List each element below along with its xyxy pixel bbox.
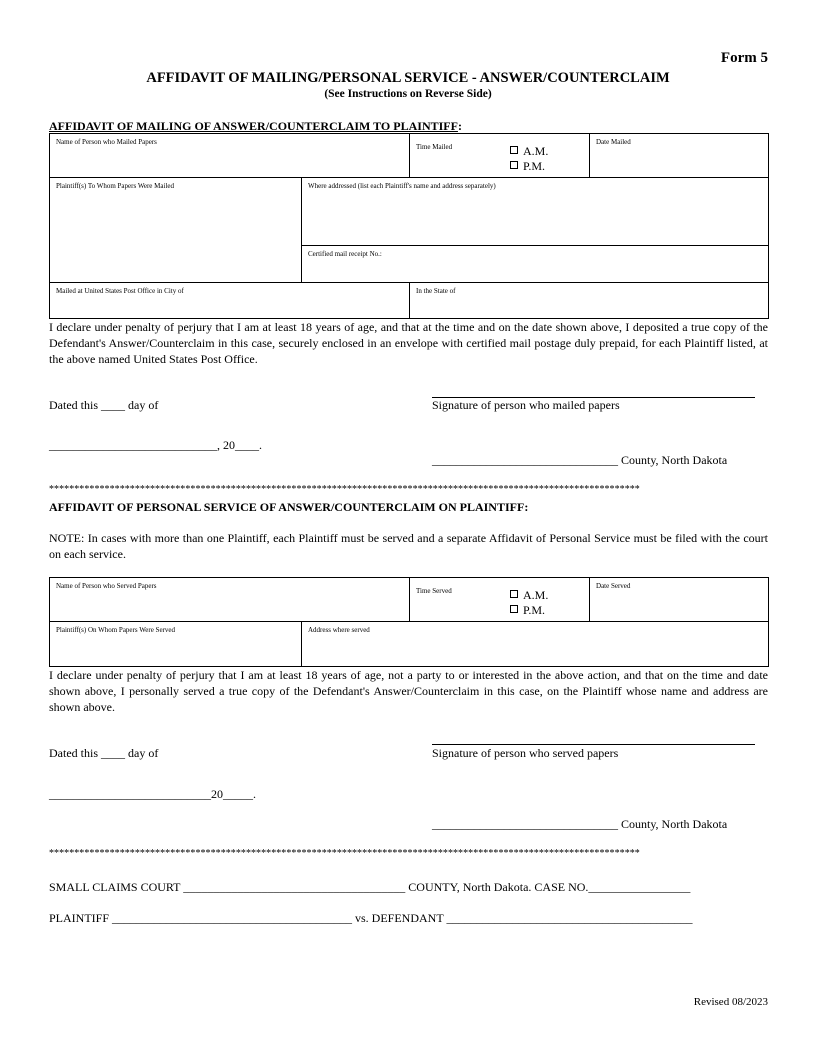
date-mailed-field[interactable]: Date Mailed bbox=[590, 134, 769, 178]
where-addressed-field[interactable]: Where addressed (list each Plaintiff's name and address separately) bbox=[302, 178, 769, 246]
mailing-heading: AFFIDAVIT OF MAILING OF ANSWER/COUNTERCLAIM TO PLAINTIFF: bbox=[49, 119, 462, 133]
plaintiffs-served-field[interactable]: Plaintiff(s) On Whom Papers Were Served bbox=[50, 622, 302, 667]
served-pm-checkbox[interactable]: P.M. bbox=[510, 603, 548, 618]
parties-line[interactable]: PLAINTIFF ________________________________________ vs. DEFENDANT _________________________________________ bbox=[49, 911, 693, 925]
time-mailed-field[interactable]: Time Mailed A.M. P.M. bbox=[410, 134, 590, 178]
certified-receipt-field[interactable]: Certified mail receipt No.: bbox=[302, 246, 769, 283]
personal-table bbox=[49, 577, 769, 667]
mailing-table bbox=[49, 133, 769, 319]
server-signature-label: Signature of person who served papers bbox=[432, 746, 619, 760]
form-title: AFFIDAVIT OF MAILING/PERSONAL SERVICE - ANSWER/COUNTERCLAIM bbox=[146, 70, 670, 86]
address-served-field[interactable]: Address where served bbox=[302, 622, 769, 667]
court-case-line[interactable]: SMALL CLAIMS COURT _____________________________________ COUNTY, North Dakota. CASE NO._________________ bbox=[49, 880, 691, 894]
served-am-checkbox[interactable]: A.M. bbox=[510, 588, 548, 603]
personal-note: NOTE: In cases with more than one Plaintiff, each Plaintiff must be served and a separate Affidavit of Personal Service must be filed with the court on each service. bbox=[49, 531, 768, 561]
server-name-field[interactable]: Name of Person who Served Papers bbox=[50, 578, 410, 622]
mailer-signature-label: Signature of person who mailed papers bbox=[432, 398, 620, 412]
form-subtitle: (See Instructions on Reverse Side) bbox=[324, 88, 492, 100]
time-served-field[interactable]: Time Served A.M. P.M. bbox=[410, 578, 590, 622]
mailing-county-line[interactable]: _______________________________ County, North Dakota bbox=[432, 453, 728, 467]
personal-year-line[interactable]: ___________________________20_____. bbox=[49, 787, 256, 801]
mailing-year-line[interactable]: ____________________________, 20____. bbox=[49, 438, 262, 452]
server-signature-line[interactable] bbox=[432, 744, 755, 745]
plaintiffs-mailed-field[interactable]: Plaintiff(s) To Whom Papers Were Mailed bbox=[50, 178, 302, 283]
revised-date: Revised 08/2023 bbox=[693, 996, 768, 1008]
date-served-field[interactable]: Date Served bbox=[590, 578, 769, 622]
separator-2: ********************************************************************************************************************* bbox=[49, 848, 640, 859]
mailing-dated: Dated this ____ day of bbox=[49, 398, 159, 412]
mailing-city-field[interactable]: Mailed at United States Post Office in City of bbox=[50, 283, 410, 319]
personal-county-line[interactable]: _______________________________ County, North Dakota bbox=[432, 817, 728, 831]
personal-dated: Dated this ____ day of bbox=[49, 746, 159, 760]
mailer-name-field[interactable]: Name of Person who Mailed Papers bbox=[50, 134, 410, 178]
am-checkbox[interactable]: A.M. bbox=[510, 144, 548, 159]
personal-heading: AFFIDAVIT OF PERSONAL SERVICE OF ANSWER/COUNTERCLAIM ON PLAINTIFF: bbox=[49, 500, 529, 514]
pm-checkbox[interactable]: P.M. bbox=[510, 159, 548, 174]
separator-1: ********************************************************************************************************************* bbox=[49, 484, 640, 495]
personal-declaration: I declare under penalty of perjury that I am at least 18 years of age, not a party to or interested in the above action, and that on the time and date shown above, I personally served a true copy of the Defendant's Answer/Counterclaim in this case, on the Plaintiff whose name and address are shown above. bbox=[49, 668, 768, 714]
form-number: Form 5 bbox=[720, 50, 768, 66]
mailing-declaration: I declare under penalty of perjury that I am at least 18 years of age, and that at the time and on the date shown above, I deposited a true copy of the Defendant's Answer/Counterclaim in this case, securely enclosed in an envelope with certified mail postage duly prepaid, for each Plaintiff listed, at the above named United States Post Office. bbox=[49, 320, 768, 366]
mailing-state-field[interactable]: In the State of bbox=[410, 283, 769, 319]
